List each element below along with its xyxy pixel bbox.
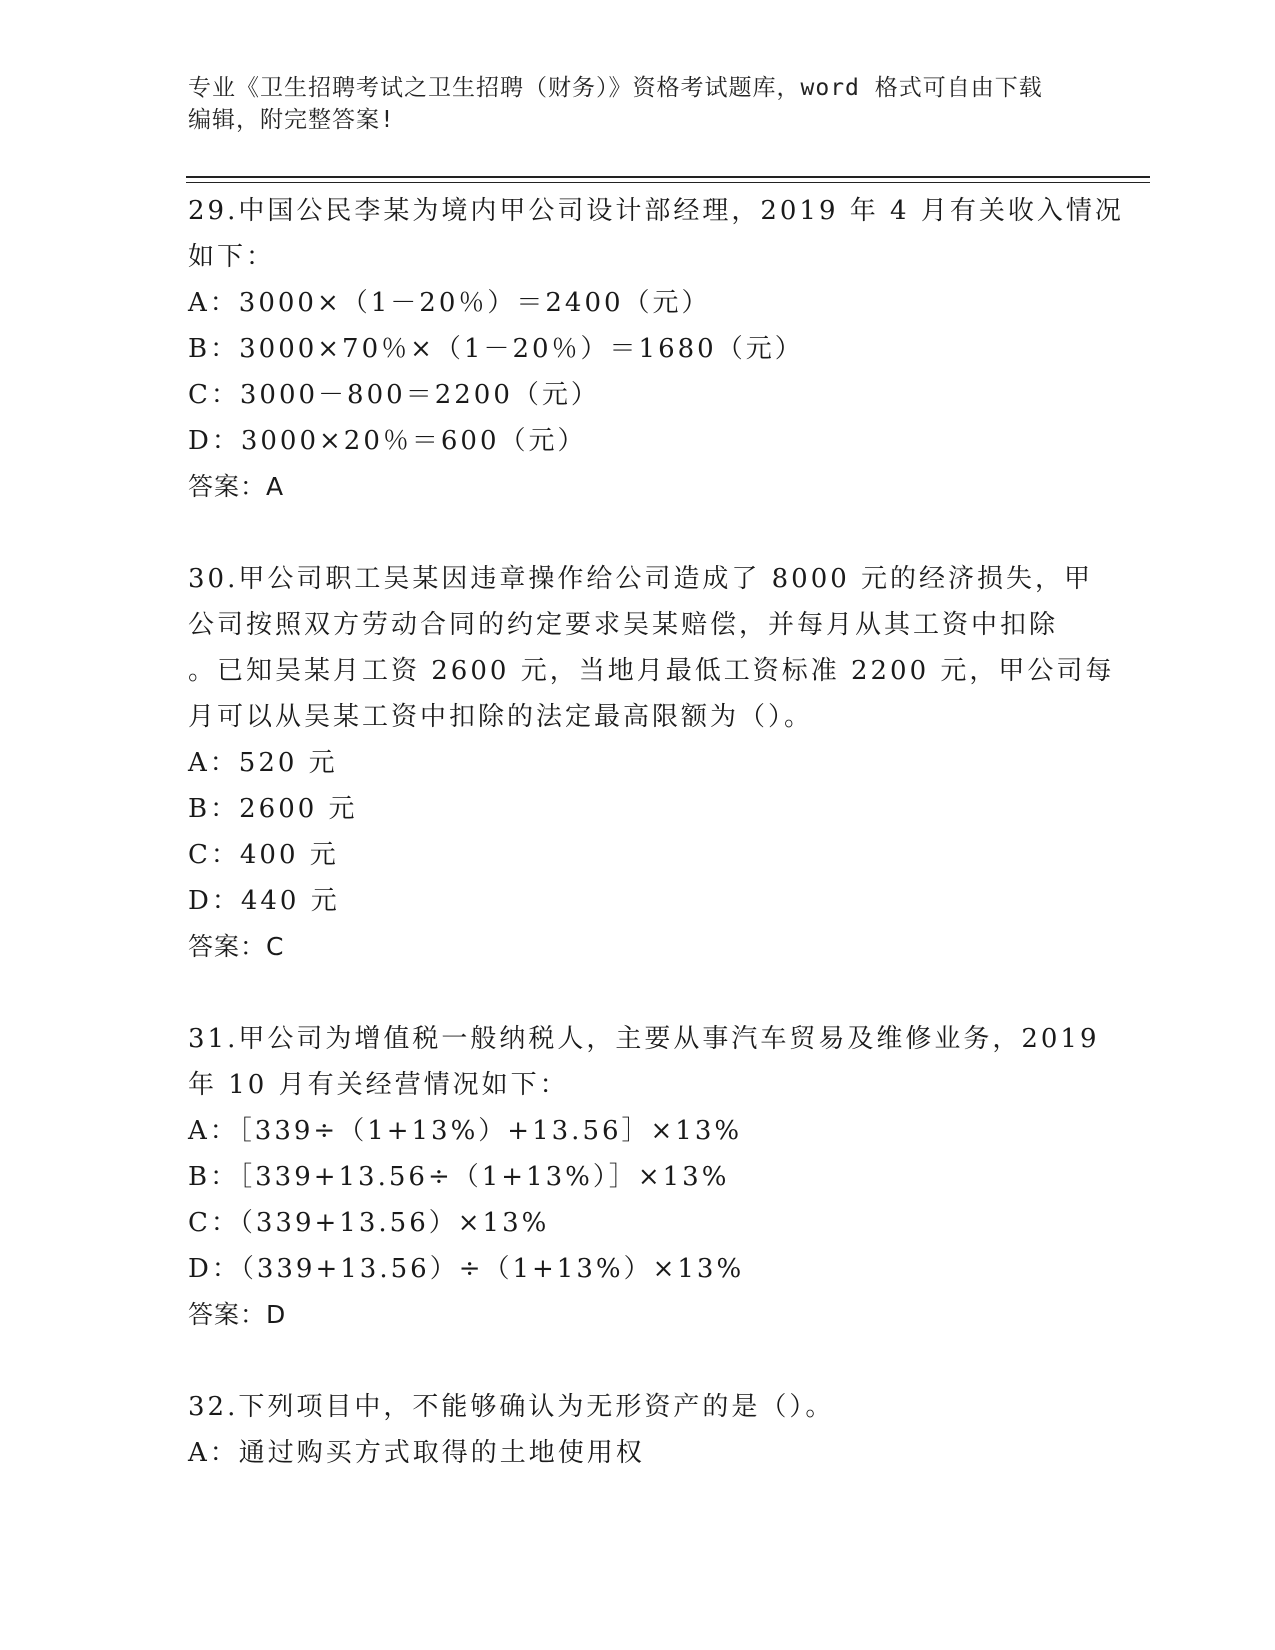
question-stem-line: 公司按照双方劳动合同的约定要求吴某赔偿，并每月从其工资中扣除 [188,610,1059,640]
answer-option: C：3000－800＝2200（元） [188,380,600,410]
question-stem-line: 。已知吴某月工资 2600 元，当地月最低工资标准 2200 元，甲公司每 [188,656,1115,686]
question-stem-line: 30.甲公司职工吴某因违章操作给公司造成了 8000 元的经济损失，甲 [188,564,1094,594]
header-rule-thick [186,176,1150,178]
question-stem-line: 月可以从吴某工资中扣除的法定最高限额为（）。 [188,702,814,732]
question-block [188,1016,1100,1338]
answer-option: A：［339÷（1+13%）+13.56］×13% [188,1116,743,1146]
answer-option: D：440 元 [188,886,340,916]
answer-option: B：2600 元 [188,794,358,824]
question-list [188,188,1124,1522]
answer-option: D：（339+13.56）÷（1+13%）×13% [188,1254,745,1284]
answer-option: C：400 元 [188,840,339,870]
question-stem-line: 32.下列项目中，不能够确认为无形资产的是（）。 [188,1392,835,1422]
header-rule-thin [186,182,1150,183]
answer-key: 答案：C [188,932,285,961]
header-line: 编辑，附完整答案! [188,107,395,133]
answer-option: A：520 元 [188,748,338,778]
answer-option: B：3000×70％×（1－20％）＝1680（元） [188,334,804,364]
question-block [188,1384,1088,1476]
question-stem-line: 29.中国公民李某为境内甲公司设计部经理，2019 年 4 月有关收入情况 [188,196,1124,226]
question-block [188,556,1115,970]
answer-option: C：（339+13.56）×13% [188,1208,550,1238]
answer-option: A：通过购买方式取得的土地使用权 [188,1438,645,1468]
answer-key: 答案：A [188,472,285,501]
question-stem-line: 31.甲公司为增值税一般纳税人，主要从事汽车贸易及维修业务，2019 [188,1024,1100,1054]
answer-option: A：3000×（1－20％）＝2400（元） [188,288,711,318]
answer-option: B：［339+13.56÷（1+13%）］×13% [188,1162,730,1192]
header-line: 专业《卫生招聘考试之卫生招聘（财务）》资格考试题库，word 格式可自由下载 [188,75,1043,101]
answer-option: D：3000×20％＝600（元） [188,426,587,456]
question-block [188,188,1124,510]
document-header [188,72,1068,136]
answer-key: 答案：D [188,1300,287,1329]
question-stem-line: 如下： [188,242,276,272]
question-stem-line: 年 10 月有关经营情况如下： [188,1070,569,1100]
